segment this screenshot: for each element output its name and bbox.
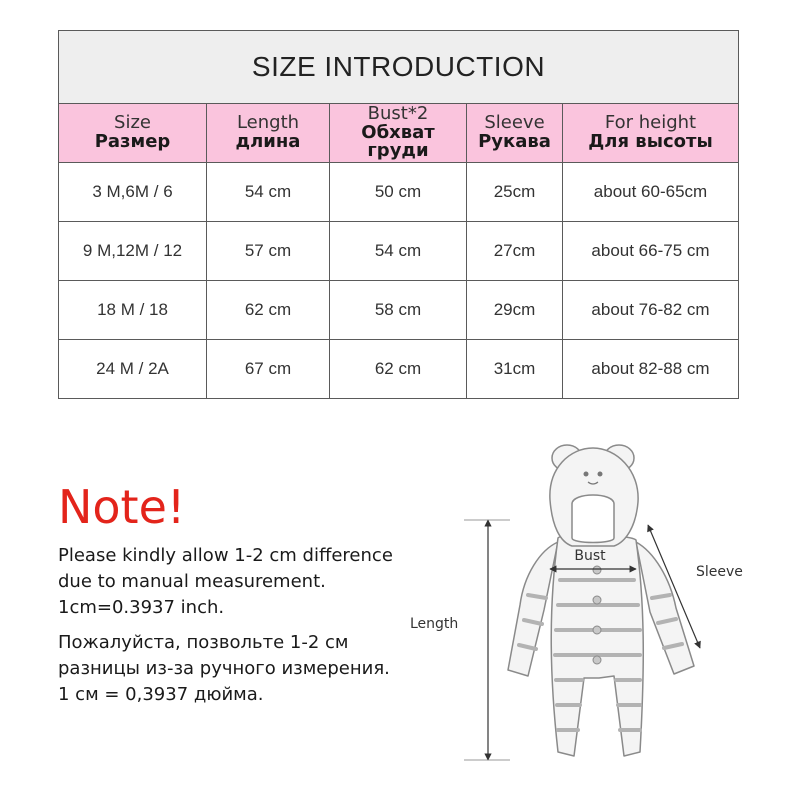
note-english-line: due to manual measurement. [58, 571, 326, 592]
note-title: Note! [58, 480, 186, 534]
header-length-en: Length [236, 112, 300, 134]
table-title-row [59, 31, 739, 104]
table-row [59, 340, 739, 399]
header-height [563, 104, 739, 163]
table-header-row [59, 104, 739, 163]
note-english-line: 1cm=0.3937 inch. [58, 597, 225, 618]
header-bust-en: Bust*2 [367, 103, 429, 124]
bust-label: Bust [574, 548, 606, 564]
cell-sleeve: 31cm [467, 340, 563, 399]
cell-height: about 76-82 cm [563, 281, 739, 340]
cell-length: 62 cm [207, 281, 330, 340]
header-size [59, 104, 207, 163]
header-sleeve-en: Sleeve [484, 112, 545, 134]
note-russian-line: 1 см = 0,3937 дюйма. [58, 684, 264, 705]
table-row [59, 163, 739, 222]
cell-height: about 66-75 cm [563, 222, 739, 281]
header-length-ru: длина [235, 131, 301, 152]
header-length [207, 104, 330, 163]
cell-sleeve: 25cm [467, 163, 563, 222]
note-english [58, 543, 393, 621]
size-table [58, 30, 739, 399]
cell-bust: 62 cm [330, 340, 467, 399]
header-bust-ru: Обхват груди [361, 121, 435, 162]
note-russian-line: разницы из-за ручного измерения. [58, 658, 390, 679]
cell-length: 57 cm [207, 222, 330, 281]
cell-length: 54 cm [207, 163, 330, 222]
romper-measurement-diagram [400, 430, 800, 800]
romper-illustration [508, 445, 694, 756]
cell-bust: 54 cm [330, 222, 467, 281]
length-label: Length [410, 616, 459, 632]
header-size-ru: Размер [94, 131, 171, 152]
sleeve-label: Sleeve [696, 564, 743, 580]
cell-size: 9 M,12M / 12 [59, 222, 207, 281]
note-russian [58, 630, 390, 708]
table-row [59, 281, 739, 340]
header-sleeve-ru: Рукава [478, 131, 551, 152]
table-title: SIZE INTRODUCTION [59, 31, 739, 104]
cell-bust: 58 cm [330, 281, 467, 340]
header-height-en: For height [604, 112, 697, 134]
header-bust [330, 104, 467, 163]
cell-size: 3 M,6M / 6 [59, 163, 207, 222]
note-english-line: Please kindly allow 1-2 cm difference [58, 545, 393, 566]
cell-sleeve: 27cm [467, 222, 563, 281]
header-height-ru: Для высоты [588, 131, 713, 152]
note-russian-line: Пожалуйста, позвольте 1-2 см [58, 632, 349, 653]
cell-height: about 60-65cm [563, 163, 739, 222]
cell-bust: 50 cm [330, 163, 467, 222]
cell-sleeve: 29cm [467, 281, 563, 340]
cell-size: 18 M / 18 [59, 281, 207, 340]
cell-length: 67 cm [207, 340, 330, 399]
cell-height: about 82-88 cm [563, 340, 739, 399]
header-sleeve [467, 104, 563, 163]
header-size-en: Size [114, 112, 151, 134]
cell-size: 24 M / 2A [59, 340, 207, 399]
table-row [59, 222, 739, 281]
